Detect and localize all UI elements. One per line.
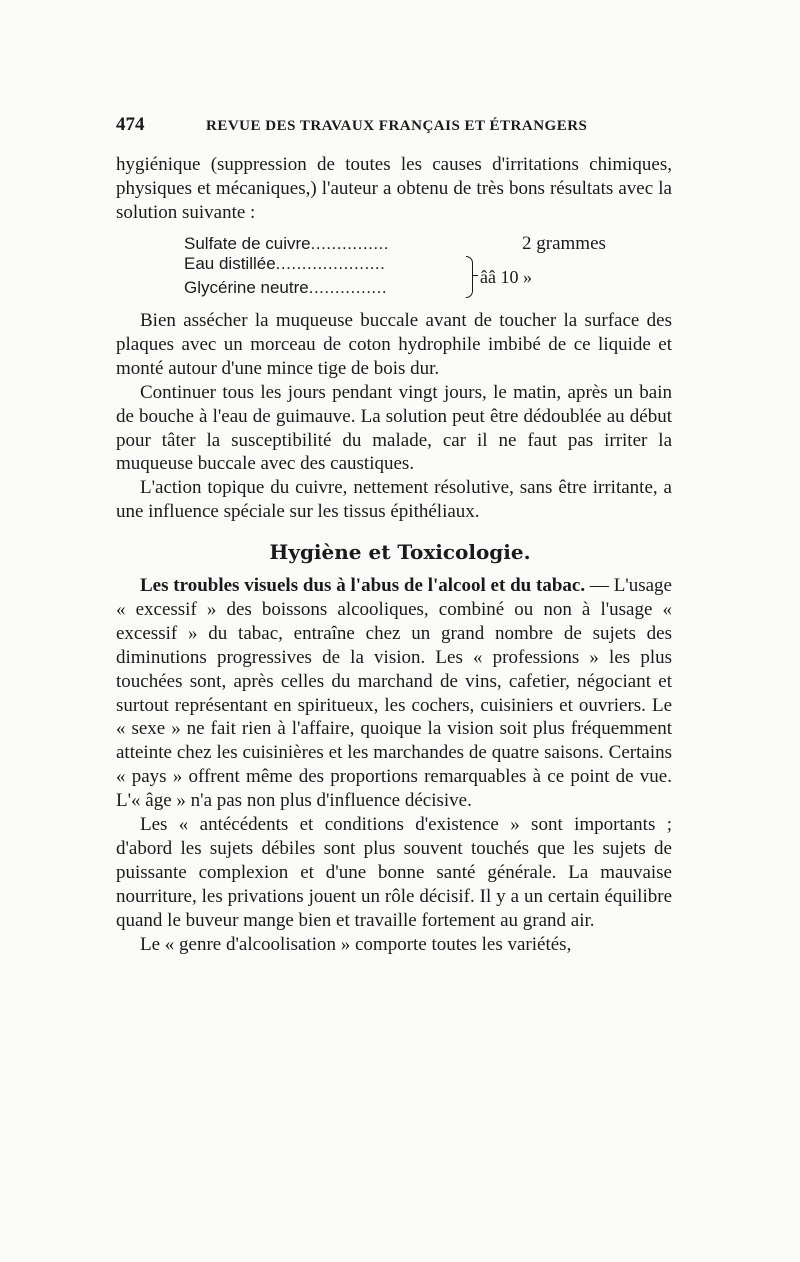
- running-title: REVUE DES TRAVAUX FRANÇAIS ET ÉTRANGERS: [206, 118, 588, 134]
- article-text: [116, 574, 672, 957]
- recipe-formula: [184, 234, 644, 302]
- ingredient-name: Sulfate de cuivre: [184, 234, 311, 253]
- heading-dash: —: [585, 575, 614, 596]
- leader-dots: .....................: [275, 254, 386, 273]
- paragraph: L'action topique du cuivre, nettement résolutive, sans être irritante, a une influence spéciale sur les tissus épithéliaux.: [116, 477, 672, 523]
- article-heading: Les troubles visuels dus à l'abus de l'alcool et du tabac.: [140, 575, 586, 596]
- intro-text: [116, 153, 672, 225]
- paragraph: [116, 574, 672, 813]
- paragraph: Bien assécher la muqueuse buccale avant de toucher la surface des plaques avec un morceau de coton hydrophile imbibé de ce liquide et monté autour d'une mince tige de bois dur.: [116, 310, 672, 379]
- shared-quantity: ââ 10 »: [480, 267, 532, 287]
- instructions-text: [116, 309, 672, 524]
- ingredient-quantity: 2 grammes: [522, 233, 606, 254]
- brace-icon: [466, 256, 473, 298]
- section-title: Hygiène et Toxicologie.: [269, 540, 531, 564]
- paragraph-text: L'usage « excessif » des boissons alcooliques, combiné ou non à l'usage « excessif » du tabac, entraîne chez un grand nombre de sujets des diminutions progressives de la vision. Les « professions » les plus touchées sont, après celles du marchand de vins, cafetier, négociant et surtout représentant en spiritueux, les cochers, cuisiniers et ouvriers. Le « sexe » ne fait rien à l'affaire, quoique la vision soit plus fréquemment atteinte chez les cuisinières et les marchandes de quatre saisons. Certains « pays » offrent même des proportions remarquables à ce point de vue. L'« âge » n'a pas non plus d'influence décisive.: [116, 575, 672, 812]
- ingredient-name: Glycérine neutre: [184, 278, 309, 297]
- page-number: 474: [116, 114, 145, 135]
- recipe-row: [184, 234, 389, 254]
- paragraph: hygiénique (suppression de toutes les causes d'irritations chimiques, physiques et mécaniques,) l'auteur a obtenu de très bons résultats avec la solution suivante :: [116, 154, 672, 223]
- recipe-row: [184, 278, 387, 298]
- paragraph: Continuer tous les jours pendant vingt jours, le matin, après un bain de bouche à l'eau de guimauve. La solution peut être dédoublée au début pour tâter la susceptibilité du malade, car il ne faut pas irriter la muqueuse buccale avec des caustiques.: [116, 381, 672, 475]
- recipe-row: [184, 254, 385, 274]
- leader-dots: ...............: [308, 278, 388, 297]
- ingredient-name: Eau distillée: [184, 254, 276, 273]
- paragraph: Les « antécédents et conditions d'existence » sont importants ; d'abord les sujets débiles sont plus souvent touchés que les sujets de puissante complexion et d'une bonne santé générale. La mauvaise nourriture, les privations jouent un rôle décisif. Il y a un certain équilibre quand le buveur mange bien et travaille fortement au grand air.: [116, 814, 672, 931]
- paragraph: Le « genre d'alcoolisation » comporte toutes les variétés,: [140, 933, 572, 955]
- leader-dots: ...............: [310, 234, 389, 253]
